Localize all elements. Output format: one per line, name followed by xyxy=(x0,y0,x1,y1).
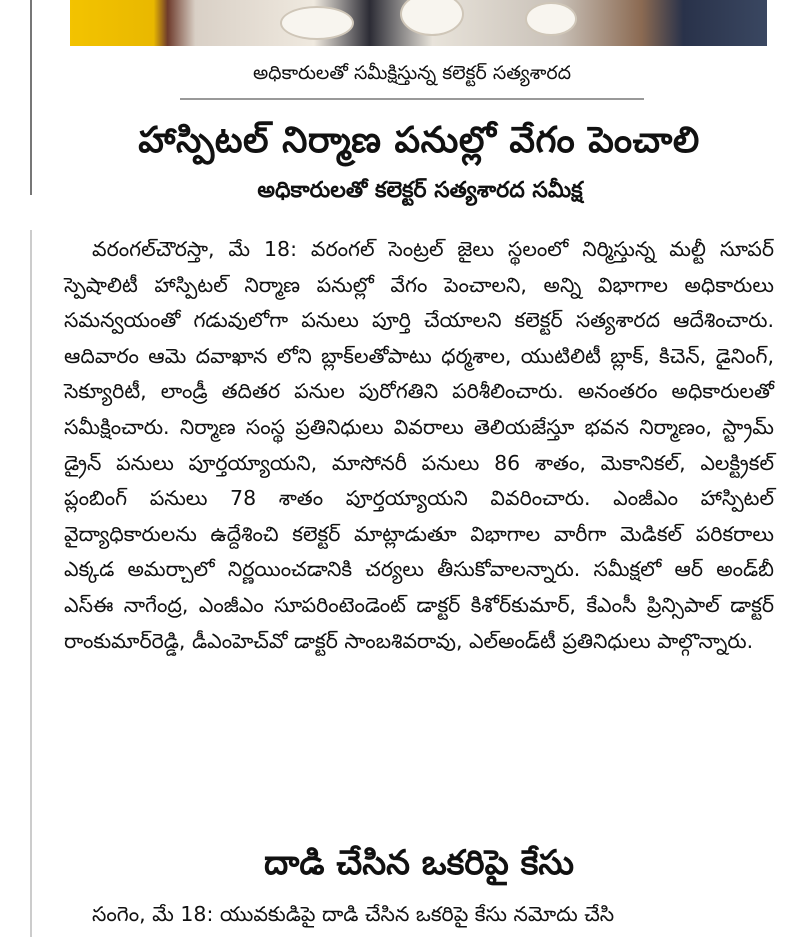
plate-shape xyxy=(525,2,577,36)
column-rule-lower xyxy=(30,230,32,937)
news-photo xyxy=(70,0,767,46)
column-rule xyxy=(30,0,32,195)
second-article-body: సంగెం, మే 18: యువకుడిపై దాడి చేసిన ఒకరిపై కేసు నమోదు చేసి xyxy=(92,902,615,926)
second-article-headline: దాడి చేసిన ఒకరిపై కేసు xyxy=(264,843,574,883)
article-subheadline: అధికారులతో కలెక్టర్ సత్యశారద సమీక్ష xyxy=(257,178,583,203)
article-headline: హాస్పిటల్ నిర్మాణ పనుల్లో వేగం పెంచాలి xyxy=(138,120,700,161)
article-body: వరంగల్‌చౌరస్తా, మే 18: వరంగల్ సెంట్రల్ జైలు స్థలంలో నిర్మిస్తున్న మల్టీ సూపర్ స్పెషాలిటీ హాస్పిటల్ నిర్మాణ పనుల్లో వేగం పెంచాలని, అన్ని విభాగాల అధికారులు సమన్వయంతో గడువులోగా పనులు పూర్తి చేయాలని కలెక్టర్ సత్యశారద ఆదేశించారు. ఆదివారం ఆమె దవాఖాన లోని బ్లాక్‌లతోపాటు ధర్మశాల, యుటిలిటీ బ్లాక్, కిచెన్, డైనింగ్, సెక్యూరిటీ, లాండ్రీ తదితర పనుల పురోగతిని పరిశీలించారు. అనంతరం అధికారులతో సమీక్షించారు. నిర్మాణ సంస్థ ప్రతినిధులు వివరాలు తెలియజేస్తూ భవన నిర్మాణం, స్ట్రామ్ డ్రైన్ పనులు పూర్తయ్యాయని, మాసోనరీ పనులు 86 శాతం, మెకానికల్, ఎలక్ట్రికల్ ప్లంబింగ్ పనులు 78 శాతం పూర్తయ్యాయని వివరించారు. ఎంజీఎం హాస్పిటల్ వైద్యాధికారులను ఉద్దేశించి కలెక్టర్ మాట్లాడుతూ విభాగాల వారీగా మెడికల్ పరికరాలు ఎక్కడ అమర్చాలో నిర్ణయించడానికి చర్యలు తీసుకోవాలన్నారు. సమీక్షలో ఆర్ అండ్‌బీ ఎస్ఈ నాగేంద్ర, ఎంజీఎం సూపరింటెండెంట్ డాక్టర్ కిశోర్‌కుమార్, కేఎంసీ ప్రిన్సిపాల్ డాక్టర్ రాంకుమార్‌రెడ్డి, డీఎంహెచ్‌వో డాక్టర్ సాంబశివరావు, ఎల్అండ్‌టీ ప్రతినిధులు పాల్గొన్నారు. xyxy=(64,237,774,653)
photo-caption: అధికారులతో సమీక్షిస్తున్న కలెక్టర్ సత్యశారద xyxy=(180,52,644,100)
plate-shape xyxy=(280,6,354,40)
plate-shape xyxy=(400,0,464,36)
